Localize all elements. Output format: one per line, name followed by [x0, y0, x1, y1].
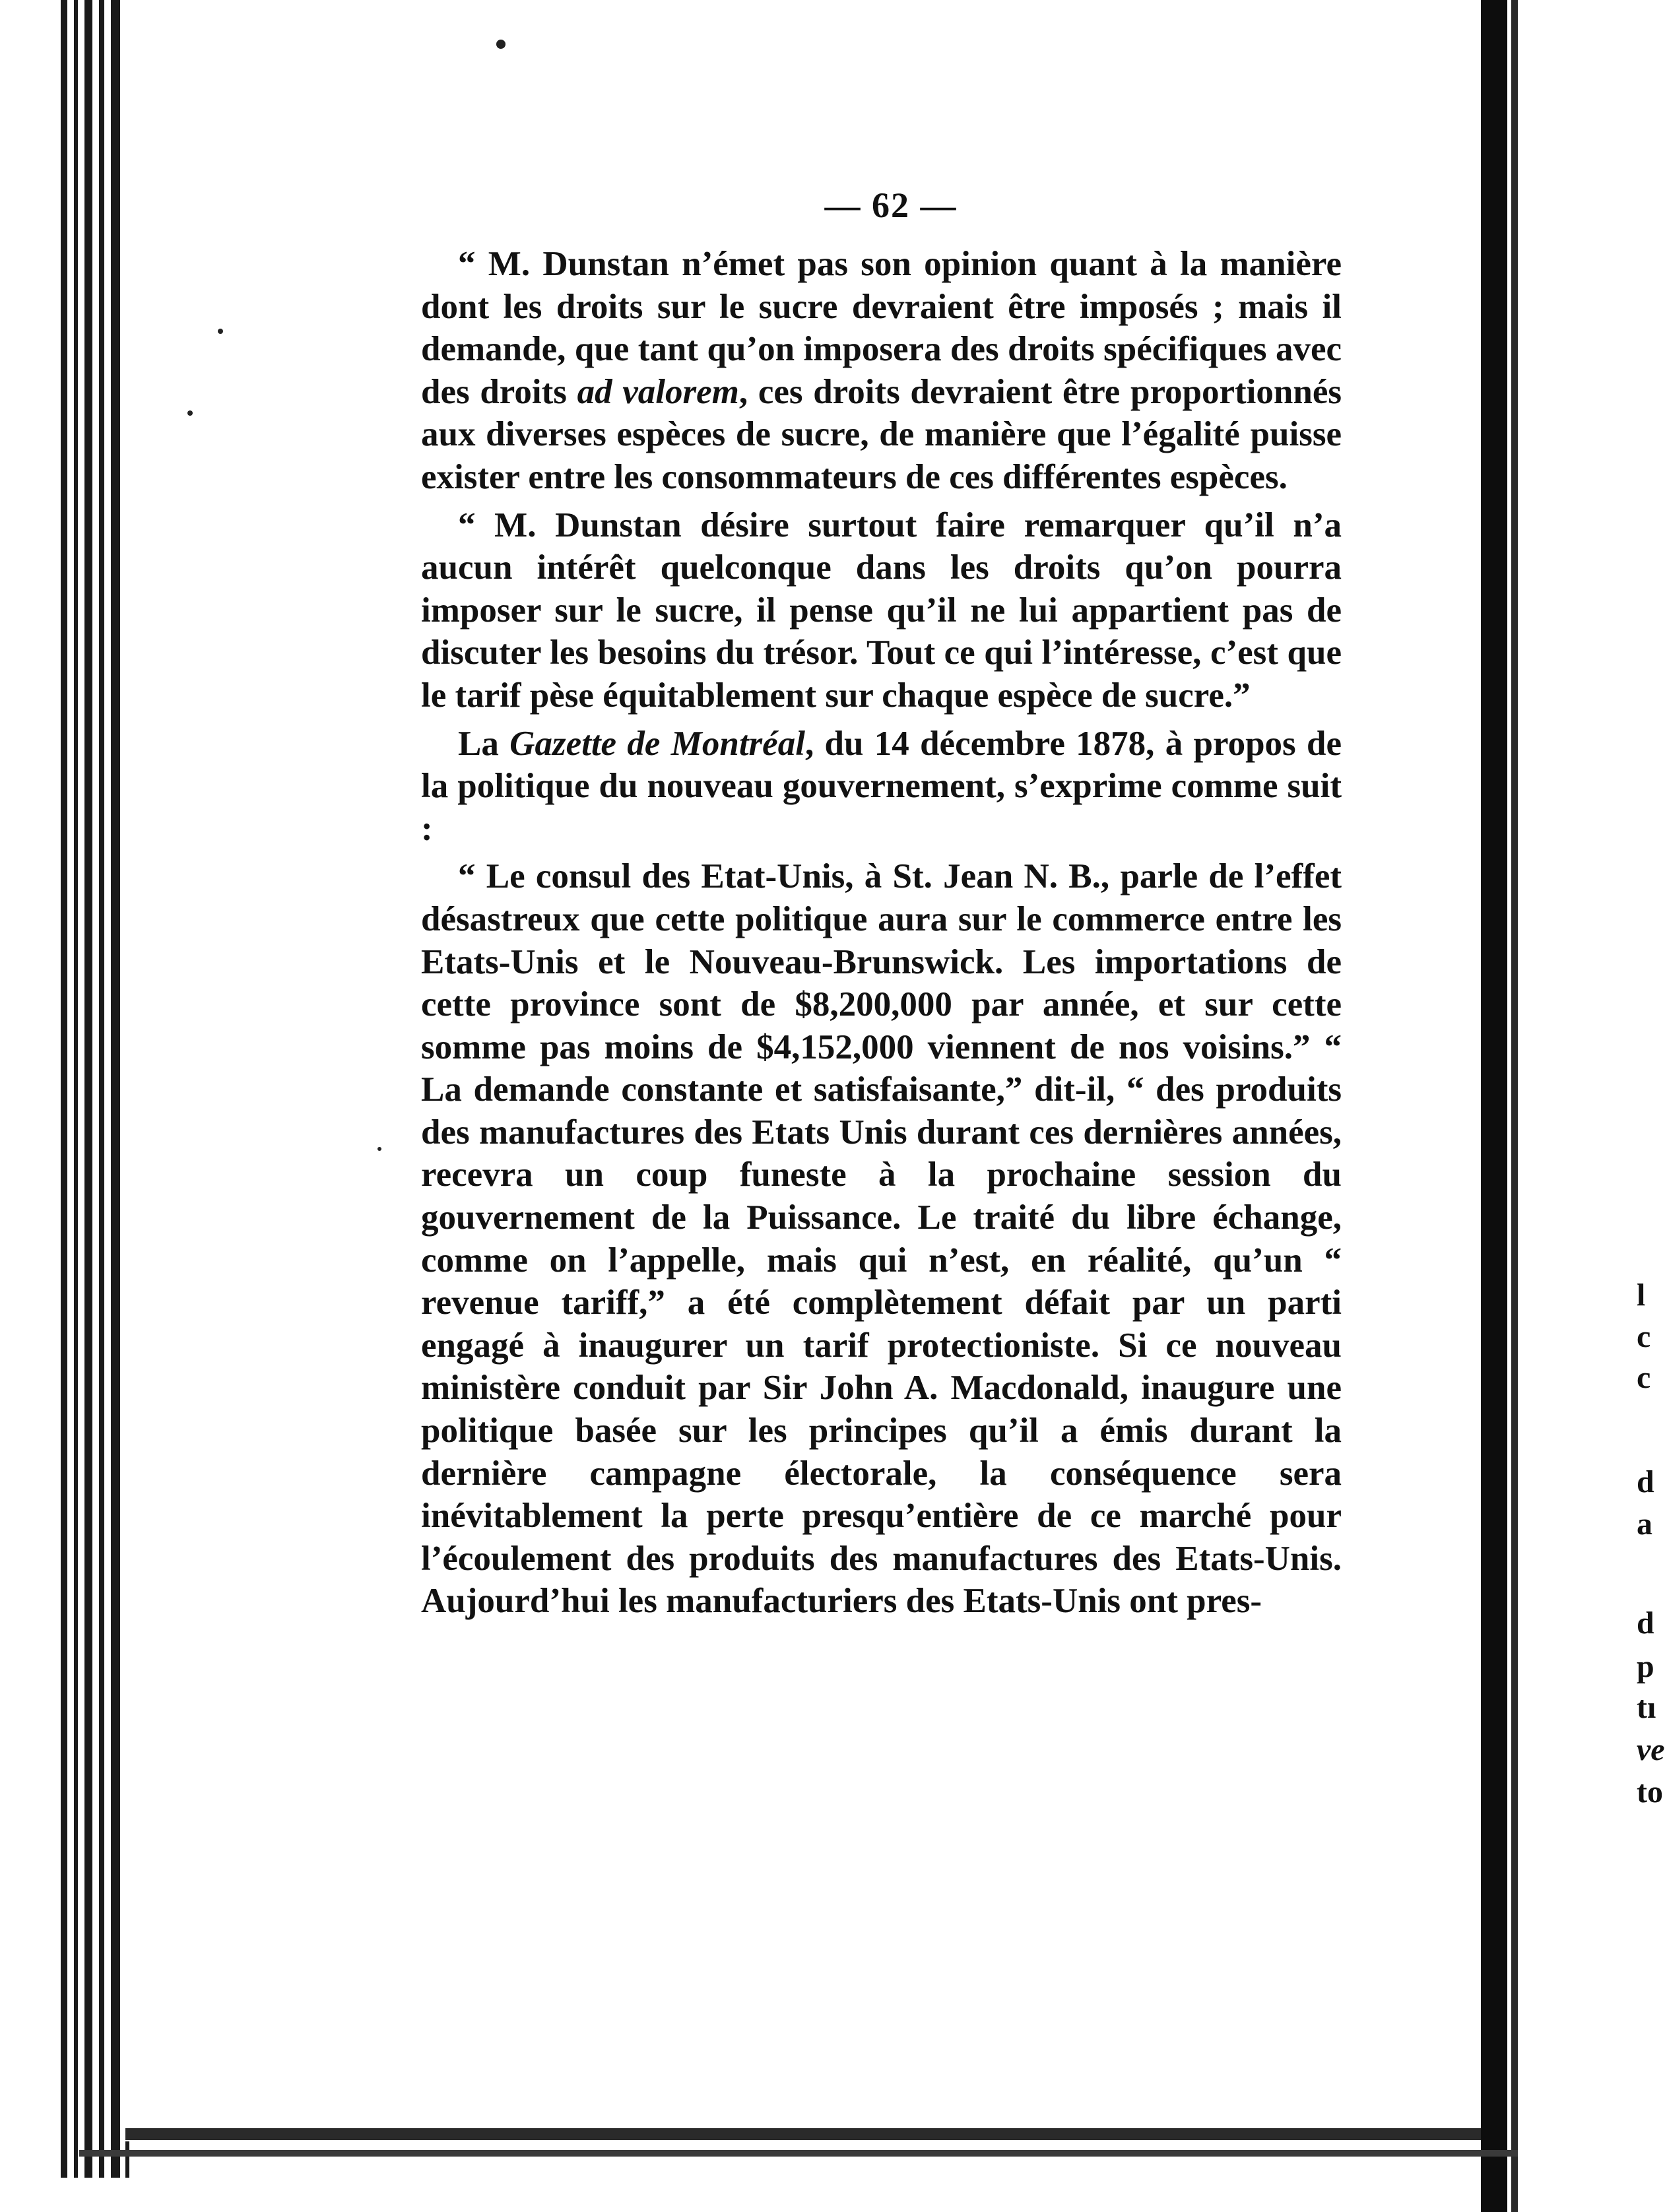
page-bottom-edge	[125, 2128, 1498, 2140]
paragraph-text: , du 14 décembre 1878, à propos de la politique du nouveau gouvernement, s’exprime comme suit :	[421, 724, 1342, 848]
paragraph	[421, 504, 1342, 717]
scan-speck	[496, 40, 506, 49]
italic-term: ad valorem	[577, 372, 739, 411]
fragment-letter: d	[1637, 1464, 1654, 1499]
paragraph	[421, 855, 1342, 1623]
paragraph-text: “ Le consul des Etat-Unis, à St. Jean N. B., parle de l’effet désastreux que cette politique aura sur le commerce entre les Etats-Unis et le Nouveau-Brunswick. Les importations de cette province sont de $8,200,000 par année, et sur cette somme pas moins de $4,152,000 viennent de nos voisins.” “ La demande constante et satisfaisante,” dit-il, “ des produits des manufactures des Etats Unis durant ces dernières années, recevra un coup funeste à la prochaine session du gouvernement de la Puissance. Le traité du libre échange, comme on l’appelle, mais qui n’est, en réalité, qu’un “ revenue tariff,” a été complètement défait par un parti engagé à inaugurer un tarif protectioniste. Si ce nouveau ministère conduit par Sir John A. Macdonald, inaugure une politique basée sur les principes qu’il a émis durant la dernière campagne électorale, la conséquence sera inévitablement la perte presqu’entière de ce marché pour l’écoulement des produits des manufactures des Etats-Unis. Aujourd’hui les manufacturiers des Etats-Unis ont pres-	[421, 857, 1342, 1621]
publication-title: Gazette de Montréal	[509, 724, 805, 763]
fragment-letter: p	[1637, 1649, 1654, 1684]
paragraph	[421, 723, 1342, 851]
fragment-letter: ve	[1637, 1732, 1665, 1767]
fragment-letter: l	[1637, 1278, 1646, 1313]
fragment-letter: tı	[1637, 1690, 1656, 1725]
paragraph-text: “ M. Dunstan n’émet pas son opinion quant à la manière dont les droits sur le sucre devraient être imposés ; mais il demande, que tant qu’on imposera des droits spécifiques avec des droits	[421, 245, 1342, 411]
page-body	[421, 243, 1342, 1628]
scan-speck	[377, 1147, 381, 1151]
page-number: — 62 —	[824, 185, 958, 225]
book-binding-edge	[0, 0, 139, 2212]
paragraph-text: , ces droits devraient être proportionnés aux diverses espèces de sucre, de manière que l’égalité puisse exister entre les consommateurs de ces différentes espèces.	[421, 372, 1342, 496]
scan-speck	[218, 329, 223, 334]
book-gutter-edge	[1511, 0, 1518, 2212]
fragment-letter: c	[1637, 1319, 1651, 1354]
fragment-letter: a	[1637, 1507, 1652, 1542]
scan-speck	[187, 410, 193, 416]
fragment-letter: d	[1637, 1606, 1654, 1641]
paragraph	[421, 243, 1342, 499]
book-gutter	[1481, 0, 1507, 2212]
fragment-letter: c	[1637, 1360, 1651, 1395]
paragraph-text: La	[458, 724, 510, 763]
paragraph-text: “ M. Dunstan désire surtout faire remarquer qu’il n’a aucun intérêt quelconque dans les droits qu’on pourra imposer sur le sucre, il pense qu’il ne lui appartient pas de discuter les besoins du trésor. Tout ce qui l’intéresse, c’est que le tarif pèse équitablement sur chaque espèce de sucre.”	[421, 505, 1342, 715]
fragment-letter: to	[1637, 1774, 1663, 1809]
page-shadow-line	[79, 2150, 1518, 2157]
